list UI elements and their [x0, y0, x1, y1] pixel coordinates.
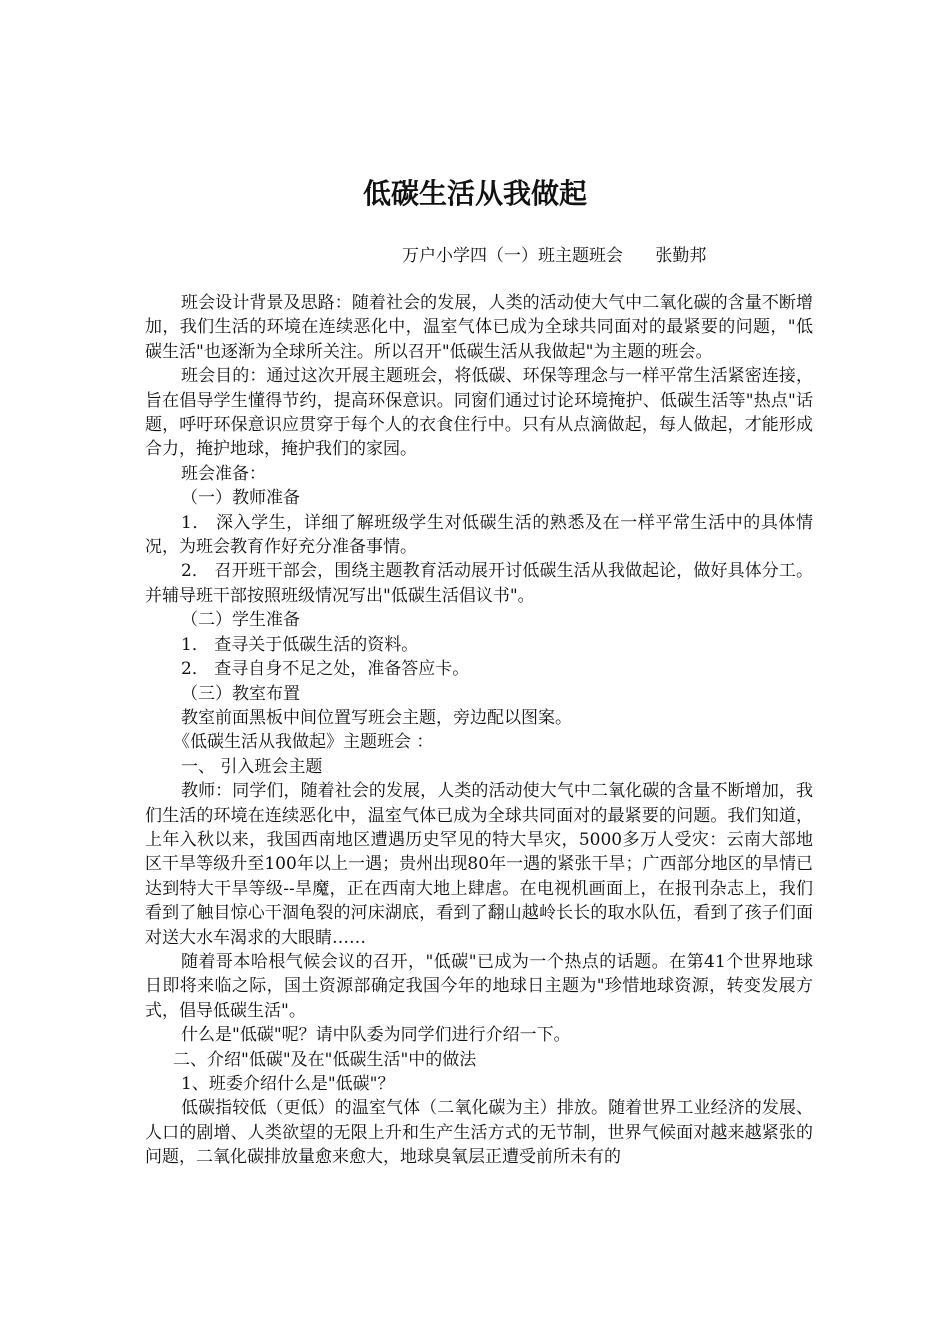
heading-teacher-prep: （一）教师准备: [181, 488, 300, 509]
paragraph-low-carbon-definition: 低碳指较低（更低）的温室气体（二氧化碳为主）排放。随着世界工业经济的发展、人口的剧增、人类欲望的无限上升和生产生活方式的无节制，世界气候面对越来越紧张的问题，二氧化碳排放量愈来愈大，地球臭氧层正遭受前所未有的: [145, 1098, 813, 1168]
paragraph-teacher-speech: 教师：同学们，随着社会的发展，人类的活动使大气中二氧化碳的含量不断增加，我们生活的环境在连续恶化中，温室气体已成为全球共同面对的最紧要的问题。我们知道，上年入秋以来，我国西南地区遭遇历史罕见的特大旱灾，5000多万人受灾：云南大部地区干旱等级升至100年以上一遇；贵州出现80年一遇的紧张干旱；广西部分地区的旱情已达到特大干旱等级--旱魔，正在西南大地上肆虐。在电视机画面上，在报刊杂志上，我们看到了触目惊心干涸龟裂的河床湖底，看到了翻山越岭长长的取水队伍，看到了孩子们面对送大水车渴求的大眼睛……: [145, 781, 813, 948]
heading-classroom: （三）教室布置: [181, 683, 300, 704]
list-item: 2． 查寻自身不足之处，准备答应卡。: [181, 659, 470, 680]
document-title: 低碳生活从我做起: [362, 177, 587, 210]
paragraph-copenhagen: 随着哥本哈根气候会议的召开，"低碳"已成为一个热点的话题。在第41个世界地球日即将来临之际，国土资源部确定我国今年的地球日主题为"珍惜地球资源，转变发展方式，倡导低碳生活"。: [145, 951, 813, 1021]
list-item: 2． 召开班干部会，围绕主题教育活动展开讨低碳生活从我做起论，做好具体分工。并辅导班干部按照班级情况写出"低碳生活倡议书"。: [145, 561, 813, 606]
document-body: [145, 291, 813, 1170]
heading-student-prep: （二）学生准备: [181, 610, 300, 631]
paragraph-purpose: 班会目的：通过这次开展主题班会，将低碳、环保等理念与一样平常生活紧密连接，旨在倡导学生懂得节约，提高环保意识。同窗们通过讨论环境掩护、低碳生活等"热点"话题，呼吁环保意识应贯穿于每个人的衣食住行中。只有从点滴做起，每人做起，才能形成合力，掩护地球，掩护我们的家园。: [145, 366, 813, 460]
list-item: 1． 深入学生，详细了解班级学生对低碳生活的熟悉及在一样平常生活中的具体情况，为班会教育作好充分准备事情。: [145, 512, 813, 558]
heading-preparation: 班会准备：: [181, 463, 266, 484]
document-subtitle: 万户小学四（一）班主题班会 张勤邦: [402, 246, 707, 266]
paragraph-background: 班会设计背景及思路：随着社会的发展，人类的活动使大气中二氧化碳的含量不断增加，我们生活的环境在连续恶化中，温室气体已成为全球共同面对的最紧要的问题，"低碳生活"也逐渐为全球所关注。所以召开"低碳生活从我做起"为主题的班会。: [145, 293, 813, 362]
heading-section-one: 一、 引入班会主题: [181, 756, 323, 777]
paragraph-classroom: 教室前面黑板中间位置写班会主题，旁边配以图案。: [181, 707, 572, 728]
heading-subsection-one: 1、班委介绍什么是"低碳"？: [181, 1074, 395, 1094]
list-item: 1． 查寻关于低碳生活的资料。: [181, 634, 419, 655]
heading-class-meeting: 《低碳生活从我做起》主题班会 ：: [173, 732, 434, 753]
heading-section-two: 二、介绍"低碳"及在"低碳生活"中的做法: [173, 1049, 477, 1070]
paragraph-what-is-low-carbon: 什么是"低碳"呢？请中队委为同学们进行介绍一下。: [181, 1025, 571, 1046]
